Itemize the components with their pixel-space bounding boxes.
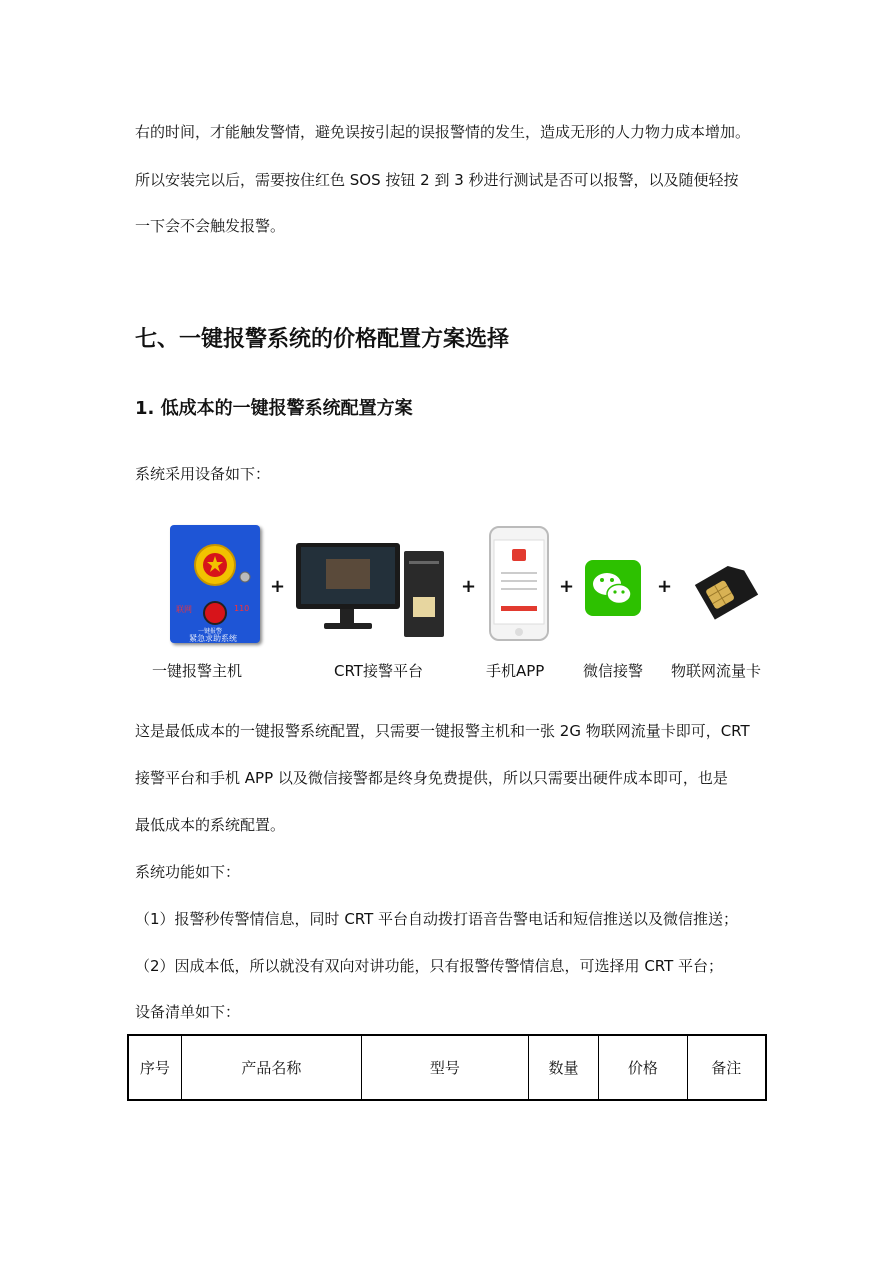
device-caption-app: 手机APP bbox=[486, 662, 545, 680]
table-header-cell: 型号 bbox=[362, 1035, 529, 1100]
equipment-intro: 设备清单如下： bbox=[135, 1003, 241, 1021]
host-small-label: 一键报警 bbox=[198, 628, 223, 635]
alarm-host-icon bbox=[170, 525, 260, 643]
table-header-cell: 产品名称 bbox=[181, 1035, 361, 1100]
table-header-row bbox=[128, 1035, 766, 1100]
table-header-cell: 序号 bbox=[128, 1035, 181, 1100]
device-caption-sim: 物联网流量卡 bbox=[671, 662, 762, 680]
plus-sign: + bbox=[270, 576, 286, 597]
paragraph-line: 接警平台和手机 APP 以及微信接警都是终身免费提供，所以只需要出硬件成本即可，也是 bbox=[135, 769, 728, 787]
equipment-table bbox=[127, 1034, 767, 1101]
table-header-cell: 价格 bbox=[599, 1035, 687, 1100]
function-item: （2）因成本低，所以就没有双向对讲功能，只有报警传警情信息，可选择用 CRT 平台； bbox=[135, 957, 724, 975]
paragraph-line: 所以安装完以后，需要按住红色 SOS 按钮 2 到 3 秒进行测试是否可以报警，以及随便轻按 bbox=[135, 171, 739, 189]
table-header-cell: 备注 bbox=[687, 1035, 766, 1100]
mobile-app-icon bbox=[489, 526, 549, 641]
device-caption-wechat: 微信接警 bbox=[583, 662, 644, 680]
function-item: （1）报警秒传警情信息，同时 CRT 平台自动拨打语音告警电话和短信推送以及微信推送； bbox=[135, 910, 739, 928]
table-header-cell: 数量 bbox=[528, 1035, 598, 1100]
wechat-icon bbox=[585, 560, 641, 616]
paragraph-line: 最低成本的系统配置。 bbox=[135, 816, 286, 834]
device-caption-alarm-host: 一键报警主机 bbox=[152, 662, 243, 680]
section-title: 七、一键报警系统的价格配置方案选择 bbox=[135, 326, 510, 352]
functions-intro: 系统功能如下： bbox=[135, 863, 241, 881]
device-caption-crt: CRT接警平台 bbox=[334, 662, 423, 680]
subsection-title: 1. 低成本的一键报警系统配置方案 bbox=[135, 398, 413, 419]
paragraph-line: 一下会不会触发报警。 bbox=[135, 217, 286, 235]
sim-card-icon bbox=[693, 558, 759, 620]
plus-sign: + bbox=[559, 576, 575, 597]
devices-intro: 系统采用设备如下： bbox=[135, 465, 271, 483]
plus-sign: + bbox=[461, 576, 477, 597]
plus-sign: + bbox=[657, 576, 673, 597]
crt-computer-icon bbox=[296, 537, 448, 642]
host-label-right: 110 bbox=[234, 604, 250, 613]
host-name-label: 紧急求助系统 bbox=[189, 634, 237, 643]
paragraph-line: 这是最低成本的一键报警系统配置，只需要一键报警主机和一张 2G 物联网流量卡即可，CRT bbox=[135, 722, 750, 740]
paragraph-line: 右的时间，才能触发警情，避免误按引起的误报警情的发生，造成无形的人力物力成本增加。 bbox=[135, 123, 751, 141]
host-label-left: 联网 bbox=[176, 605, 192, 614]
